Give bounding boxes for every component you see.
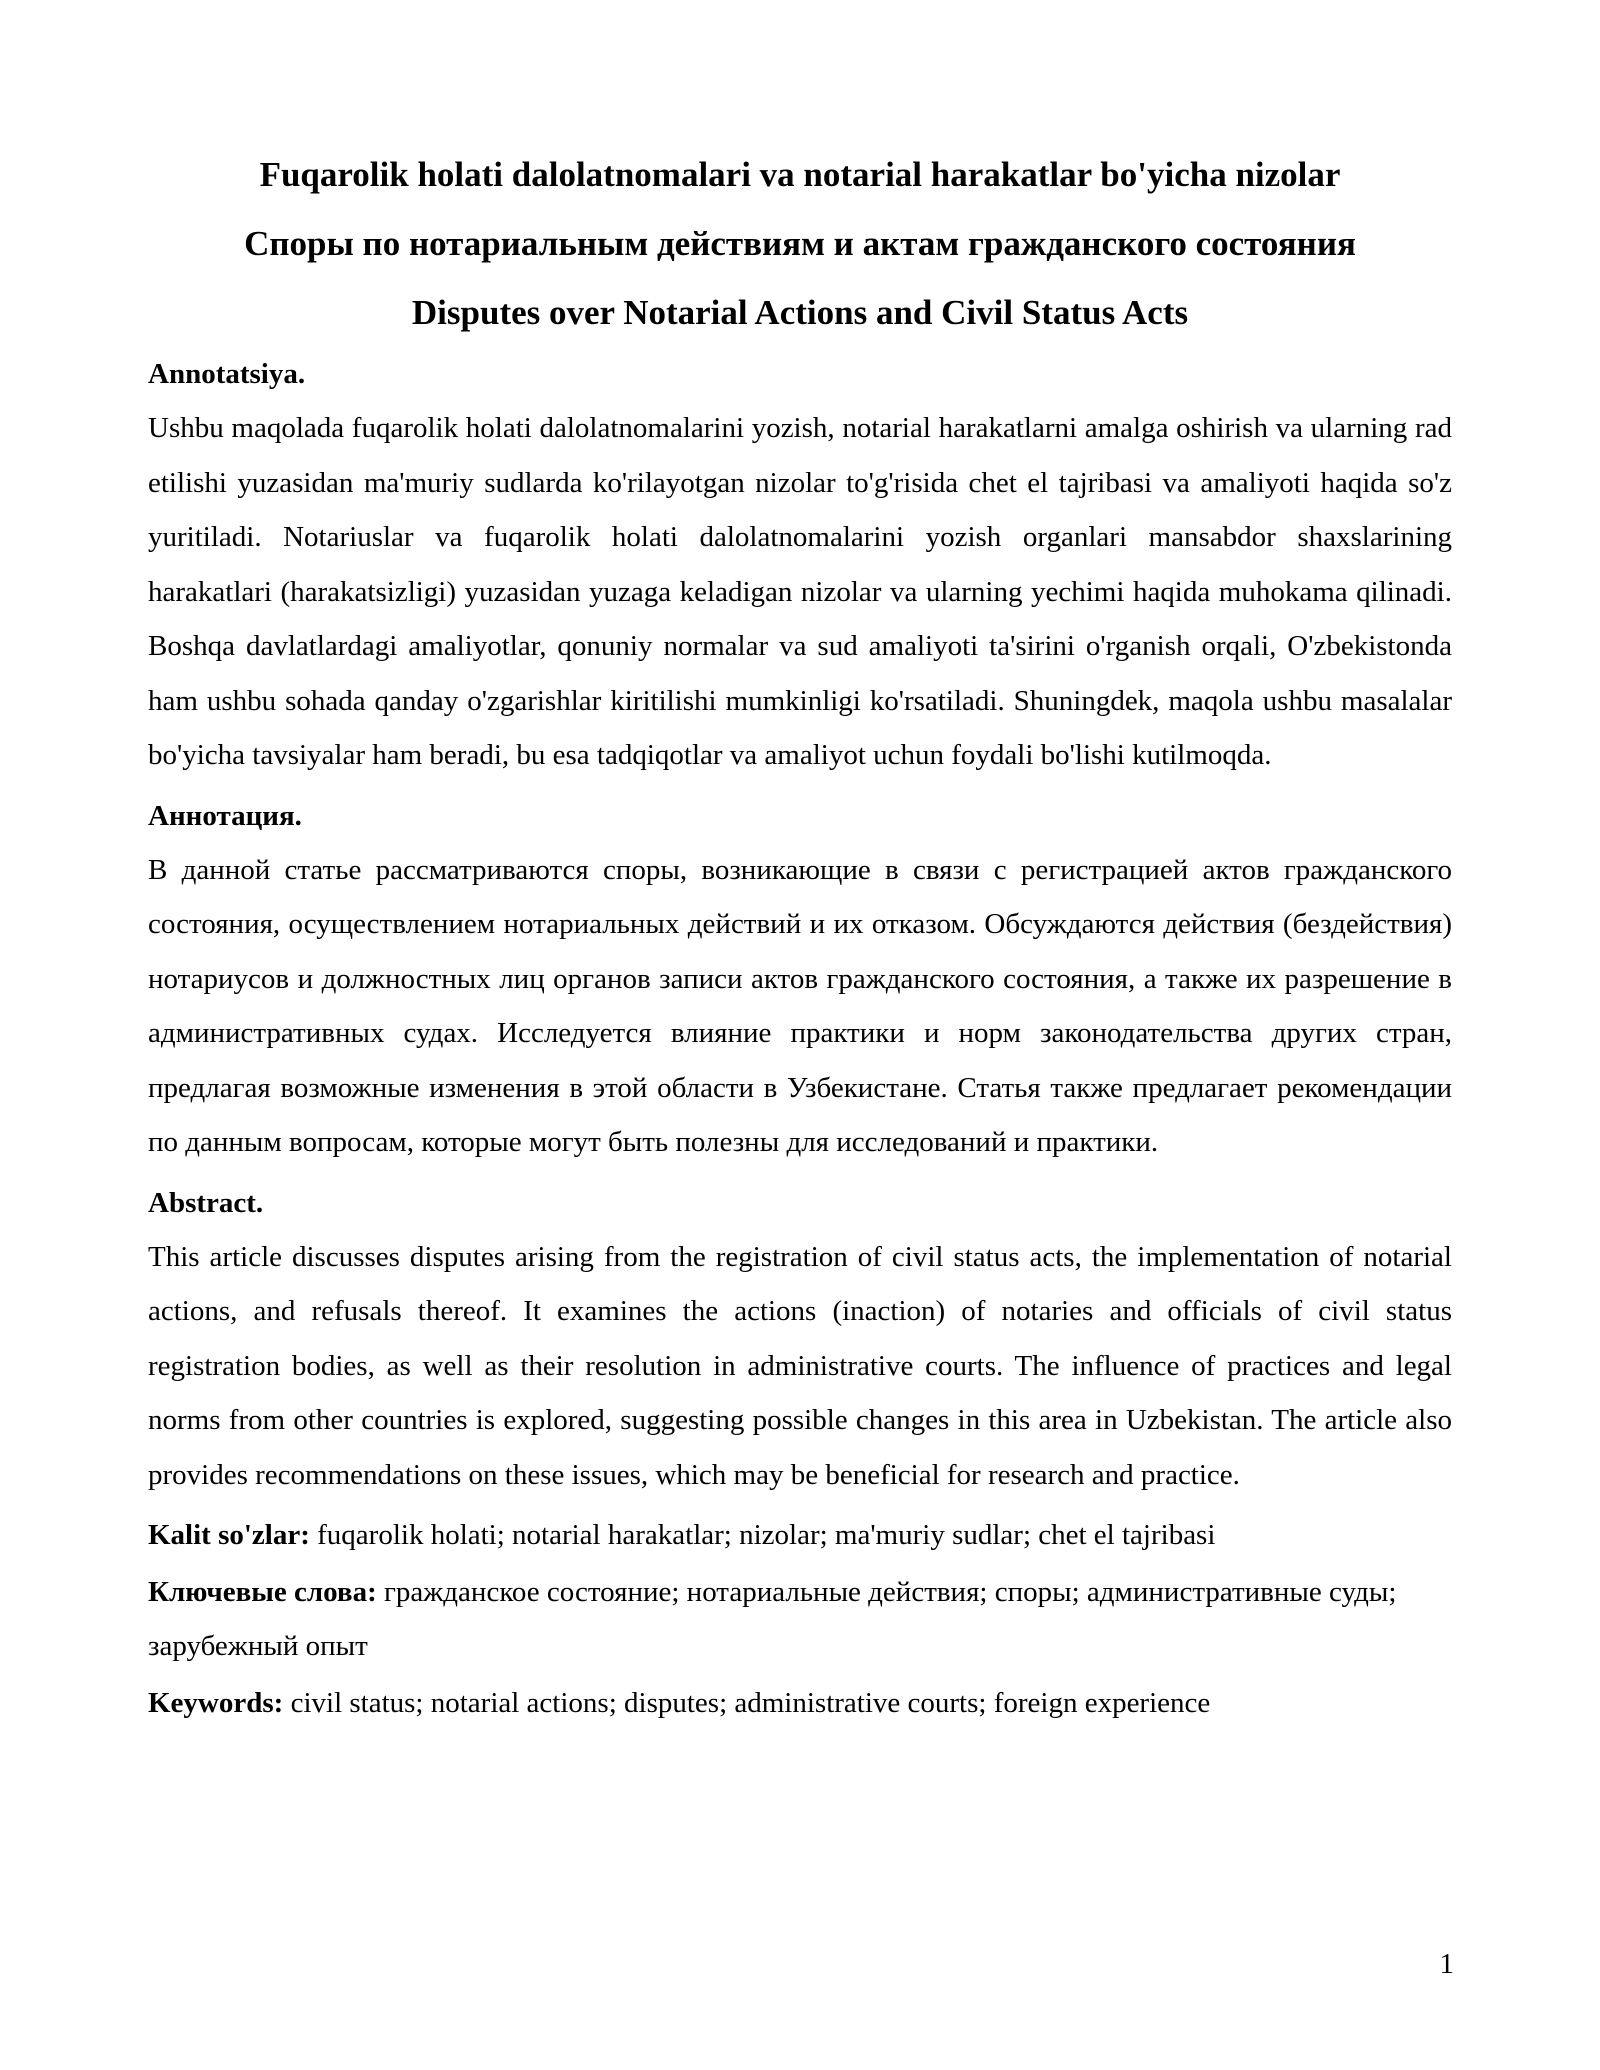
- keywords-uzbek: [148, 1508, 1452, 1563]
- keywords-uzbek-label: Kalit so'zlar:: [148, 1519, 310, 1551]
- abstract-english-text: This article discusses disputes arising from the registration of civil status acts, the implementation of notarial actions, and refusals thereof. It examines the actions (inaction) of notaries and officials of civil status registration bodies, as well as their resolution in administrative courts. The influence of practices and legal norms from other countries is explored, suggesting possible changes in this area in Uzbekistan. The article also provides recommendations on these issues, which may be beneficial for research and practice.: [148, 1240, 1452, 1491]
- keywords-english: [148, 1676, 1452, 1731]
- title-russian: Споры по нотариальным действиям и актам гражданского состояния: [244, 224, 1356, 263]
- keywords-english-label: Keywords:: [148, 1686, 284, 1719]
- title-english: Disputes over Notarial Actions and Civil Status Acts: [411, 293, 1189, 332]
- abstract-russian-text: В данной статье рассматриваются споры, возникающие в связи с регистрацией актов гражданского состояния, осуществлением нотариальных действий и их отказом. Обсуждаются действия (бездействия) нотариусов и должностных лиц органов записи актов гражданского состояния, а также их разрешение в административных судах. Исследуется влияние практики и норм законодательства других стран, предлагая возможные изменения в этой области в Узбекистане. Статья также предлагает рекомендации по данным вопросам, которые могут быть полезны для исследований и практики.: [148, 853, 1452, 1158]
- page-number: 1: [1439, 1948, 1454, 1980]
- abstract-russian-heading: Аннотация.: [148, 799, 302, 832]
- keywords-uzbek-text: fuqarolik holati; notarial harakatlar; nizolar; ma'muriy sudlar; chet el tajribasi: [309, 1519, 1216, 1551]
- abstract-russian-section: [148, 789, 1452, 1170]
- paper-page: [148, 140, 1452, 1732]
- keywords-english-text: civil status; notarial actions; disputes; administrative courts; foreign experience: [283, 1686, 1211, 1719]
- abstract-uzbek-text: Ushbu maqolada fuqarolik holati dalolatnomalarini yozish, notarial harakatlarni amalga oshirish va ularning rad etilishi yuzasidan ma'muriy sudlarda ko'rilayotgan nizolar to'g'risida chet el tajribasi va amaliyoti haqida so'z yuritiladi. Notariuslar va fuqarolik holati dalolatnomalarini yozish organlari mansabdor shaxslarining harakatlari (harakatsizligi) yuzasidan yuzaga keladigan nizolar va ularning yechimi haqida muhokama qilinadi. Boshqa davlatlardagi amaliyotlar, qonuniy normalar va sud amaliyoti ta'sirini o'rganish orqali, O'zbekistonda ham ushbu sohada qanday o'zgarishlar kiritilishi mumkinligi ko'rsatiladi. Shuningdek, maqola ushbu masalalar bo'yicha tavsiyalar ham beradi, bu esa tadqiqotlar va amaliyot uchun foydali bo'lishi kutilmoqda.: [148, 412, 1452, 771]
- abstract-english-section: [148, 1176, 1452, 1503]
- keywords-russian: [148, 1565, 1452, 1674]
- abstract-uzbek-section: [148, 347, 1452, 783]
- abstract-uzbek-heading: Annotatsiya.: [148, 358, 306, 390]
- keywords-russian-label: Ключевые слова:: [148, 1575, 377, 1608]
- title-uzbek: Fuqarolik holati dalolatnomalari va notarial harakatlar bo'yicha nizolar: [259, 155, 1341, 194]
- abstract-english-heading: Abstract.: [148, 1186, 264, 1219]
- keywords-russian-text: гражданское состояние; нотариальные действия; споры; административные суды; зарубежный опыт: [148, 1575, 1397, 1662]
